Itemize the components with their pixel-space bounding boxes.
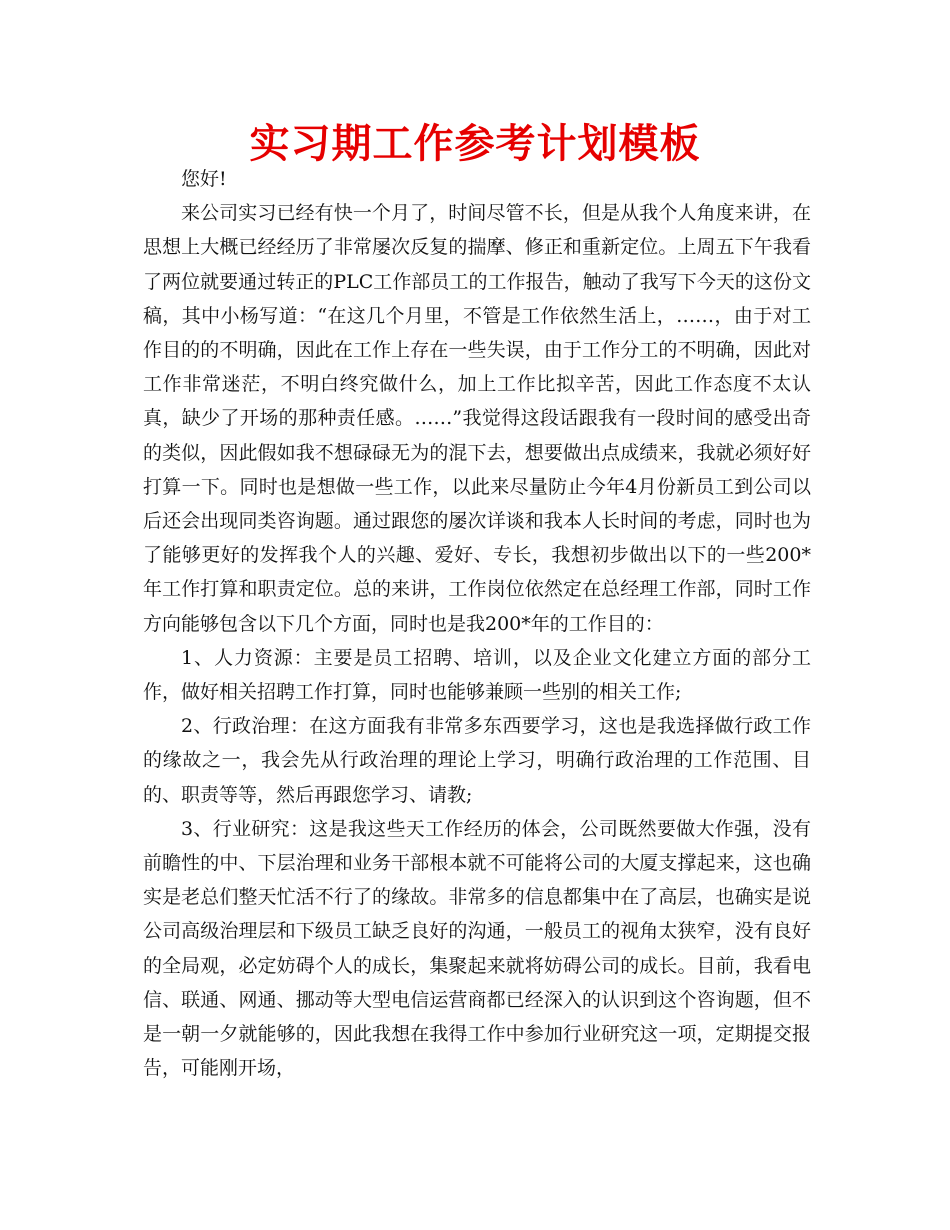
paragraph-intro: 来公司实习已经有快一个月了，时间尽管不长，但是从我个人角度来讲，在思想上大概已经经历了非常屡次反复的揣摩、修正和重新定位。上周五下午我看了两位就要通过转正的PLC工作部员工的工作报告，触动了我写下今天的这份文稿，其中小杨写道：“在这几个月里，不管是工作依然生活上，……，由于对工作目的的不明确，因此在工作上存在一些失误，由于工作分工的不明确，因此对工作非常迷茫，不明白终究做什么，加上工作比拟辛苦，因此工作态度不太认真，缺少了开场的那种责任感。……”我觉得这段话跟我有一段时间的感受出奇的类似，因此假如我不想碌碌无为的混下去，想要做出点成绩来，我就必须好好打算一下。同时也是想做一些工作，以此来尽量防止今年4月份新员工到公司以后还会出现同类咨询题。通过跟您的屡次详谈和我本人长时间的考虑，同时也为了能够更好的发挥我个人的兴趣、爱好、专长，我想初步做出以下的一些200*年工作打算和职责定位。总的来讲，工作岗位依然定在总经理工作部，同时工作方向能够包含以下几个方面，同时也是我200*年的工作目的：: [143, 202, 811, 635]
paragraph-item-3: 3、行业研究：这是我这些天工作经历的体会，公司既然要做大作强，没有前瞻性的中、下层治理和业务干部根本就不可能将公司的大厦支撑起来，这也确实是老总们整天忙活不行了的缘故。非常多的信息都集中在了高层，也确实是说公司高级治理层和下级员工缺乏良好的沟通，一般员工的视角太狭窄，没有良好的全局观，必定妨碍个人的成长，集聚起来就将妨碍公司的成长。目前，我看电信、联通、网通、挪动等大型电信运营商都已经深入的认识到这个咨询题，但不是一朝一夕就能够的，因此我想在我得工作中参加行业研究这一项，定期提交报告，可能刚开场，: [143, 817, 811, 1080]
paragraph-greeting: 您好!: [181, 168, 227, 190]
paragraph-item-2: 2、行政治理：在这方面我有非常多东西要学习，这也是我选择做行政工作的缘故之一，我会先从行政治理的理论上学习，明确行政治理的工作范围、目的、职责等等，然后再跟您学习、请教;: [143, 715, 811, 806]
document-title: 实习期工作参考计划模板: [249, 121, 701, 167]
paragraph-item-1: 1、人力资源：主要是员工招聘、培训，以及企业文化建立方面的部分工作，做好相关招聘工作打算，同时也能够兼顾一些别的相关工作;: [143, 646, 811, 704]
document-body: [143, 162, 811, 1085]
